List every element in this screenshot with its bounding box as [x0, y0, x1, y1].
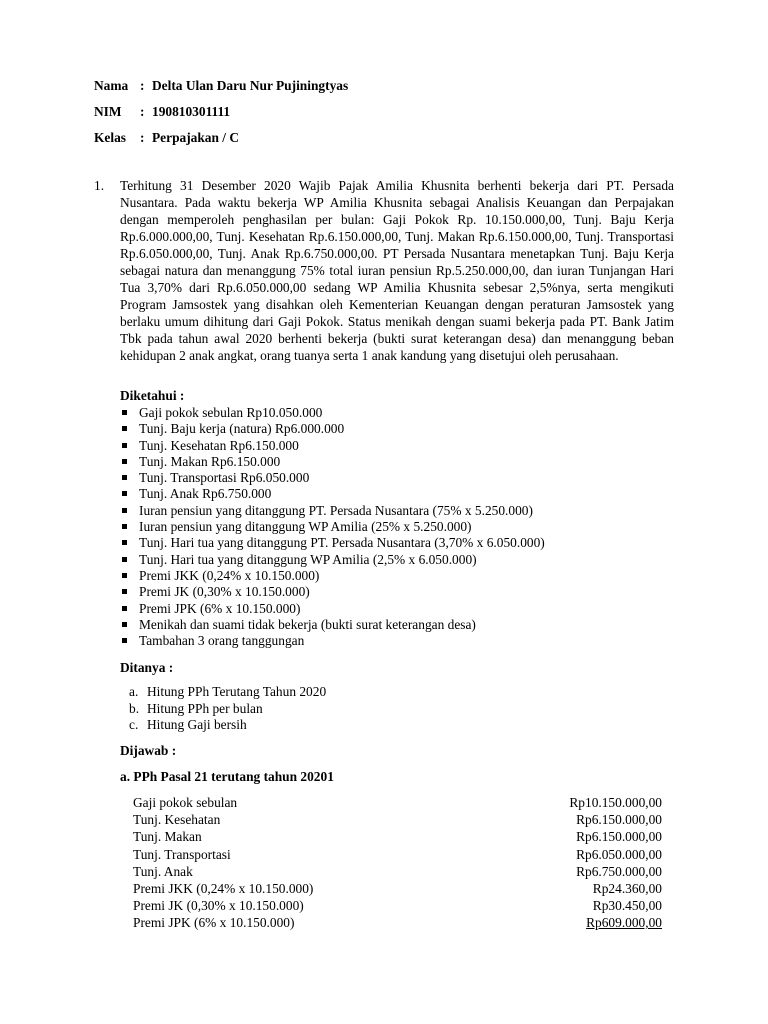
row-value: Rp10.150.000,00 — [569, 795, 662, 810]
row-label: Tunj. Anak — [133, 863, 193, 879]
row-label: Gaji pokok sebulan — [133, 795, 238, 810]
list-marker: b. — [129, 700, 140, 716]
answer-subheading: a. PPh Pasal 21 terutang tahun 20201 — [120, 769, 334, 784]
list-item: Premi JPK (6% x 10.150.000) — [122, 601, 545, 617]
name-value: Delta Ulan Daru Nur Pujiningtyas — [152, 78, 349, 93]
row-label: Premi JPK (6% x 10.150.000) — [133, 915, 295, 931]
row-label: Tunj. Makan — [133, 829, 202, 845]
row-label: Tunj. Transportasi — [133, 846, 231, 862]
list-item: Menikah dan suami tidak bekerja (bukti surat keterangan desa) — [122, 617, 545, 633]
table-row — [133, 880, 662, 897]
given-heading: Diketahui : — [120, 388, 185, 403]
list-item: Iuran pensiun yang ditanggung WP Amilia (25% x 5.250.000) — [122, 519, 545, 535]
calculation-table — [133, 794, 662, 932]
list-item: Tunj. Baju kerja (natura) Rp6.000.000 — [122, 421, 545, 437]
name-sep: : — [140, 78, 145, 93]
table-row — [133, 863, 662, 880]
list-item: Tambahan 3 orang tanggungan — [122, 633, 545, 649]
row-value: Rp6.050.000,00 — [576, 846, 662, 862]
list-item: Tunj. Hari tua yang ditanggung PT. Persada Nusantara (3,70% x 6.050.000) — [122, 535, 545, 551]
student-nim-line — [94, 104, 230, 120]
asked-list — [129, 684, 326, 734]
class-sep: : — [140, 130, 145, 145]
list-item: Gaji pokok sebulan Rp10.050.000 — [122, 405, 545, 421]
list-item — [129, 717, 326, 734]
list-item-text: Hitung PPh per bulan — [147, 700, 263, 716]
question-number: 1. — [94, 178, 105, 193]
question-text: Terhitung 31 Desember 2020 Wajib Pajak Amilia Khusnita berhenti bekerja dari PT. Persada Nusantara. Pada waktu bekerja WP Amilia Khusnita sebagai Analisis Keuangan dan Perpajakan dengan memperoleh penghasilan per bulan: Gaji Pokok Rp. 10.150.000,00, Tunj. Baju Kerja Rp.6.000.000,00, Tunj. Kesehatan Rp.6.150.000,00, Tunj. Makan Rp.6.150.000,00, Tunj. Transportasi Rp.6.050.000,00, Tunj. Anak Rp.6.750.000,00. PT Persada Nusantara menetapkan Tunj. Baju Kerja sebagai natura dan menanggung 75% total iuran pensiun Rp.5.250.000,00, dan iuran Tunjangan Hari Tua 3,70% dari Rp.6.050.000,00 sedang WP Amilia Khusnita sebesar 2,5%nya, serta mengikuti Program Jamsostek yang disahkan oleh Kementerian Keuangan dengan peraturan Jamsostek yang berlaku umum dihitung dari Gaji Pokok. Status menikah dengan suami bekerja pada PT. Bank Jatim Tbk pada tahun awal 2020 berhenti bekerja (bukti surat keterangan desa) dan menanggung beban kehidupan 2 anak angkat, orang tuanya serta 1 anak kandung yang disetujui oleh perusahaan. — [120, 178, 674, 363]
row-label: Premi JK (0,30% x 10.150.000) — [133, 898, 304, 914]
list-item — [129, 701, 326, 718]
list-item: Tunj. Transportasi Rp6.050.000 — [122, 470, 545, 486]
row-value-subtotal: Rp609.000,00 — [586, 915, 662, 931]
nim-value: 190810301111 — [152, 104, 231, 119]
table-row — [133, 811, 662, 828]
answer-heading: Dijawab : — [120, 743, 177, 758]
table-row — [133, 897, 662, 914]
row-label: Tunj. Kesehatan — [133, 812, 221, 828]
list-item: Premi JK (0,30% x 10.150.000) — [122, 584, 545, 600]
class-value: Perpajakan / C — [152, 130, 240, 145]
student-class-line — [94, 130, 239, 146]
list-item: Tunj. Kesehatan Rp6.150.000 — [122, 438, 545, 454]
list-marker: c. — [129, 717, 139, 732]
table-row — [133, 794, 662, 811]
row-value: Rp6.750.000,00 — [576, 863, 662, 879]
list-marker: a. — [129, 684, 139, 699]
list-item-text: Hitung PPh Terutang Tahun 2020 — [147, 684, 327, 699]
table-row — [133, 828, 662, 845]
list-item: Tunj. Makan Rp6.150.000 — [122, 454, 545, 470]
row-label: Premi JKK (0,24% x 10.150.000) — [133, 880, 314, 896]
list-item: Tunj. Anak Rp6.750.000 — [122, 486, 545, 502]
list-item-text: Hitung Gaji bersih — [147, 717, 247, 732]
nim-key: NIM — [94, 104, 122, 119]
list-item: Premi JKK (0,24% x 10.150.000) — [122, 568, 545, 584]
nim-sep: : — [140, 104, 145, 119]
list-item: Tunj. Hari tua yang ditanggung WP Amilia (2,5% x 6.050.000) — [122, 552, 545, 568]
row-value: Rp24.360,00 — [592, 880, 662, 896]
asked-heading: Ditanya : — [120, 660, 174, 675]
list-item — [129, 684, 326, 701]
table-row — [133, 846, 662, 863]
row-value: Rp6.150.000,00 — [576, 829, 662, 845]
list-item: Iuran pensiun yang ditanggung PT. Persada Nusantara (75% x 5.250.000) — [122, 503, 545, 519]
given-list — [122, 405, 545, 649]
table-row — [133, 914, 662, 931]
student-name-line — [94, 78, 348, 94]
row-value: Rp30.450,00 — [592, 898, 662, 914]
name-key: Nama — [94, 78, 129, 93]
class-key: Kelas — [94, 130, 126, 145]
row-value: Rp6.150.000,00 — [576, 812, 662, 828]
